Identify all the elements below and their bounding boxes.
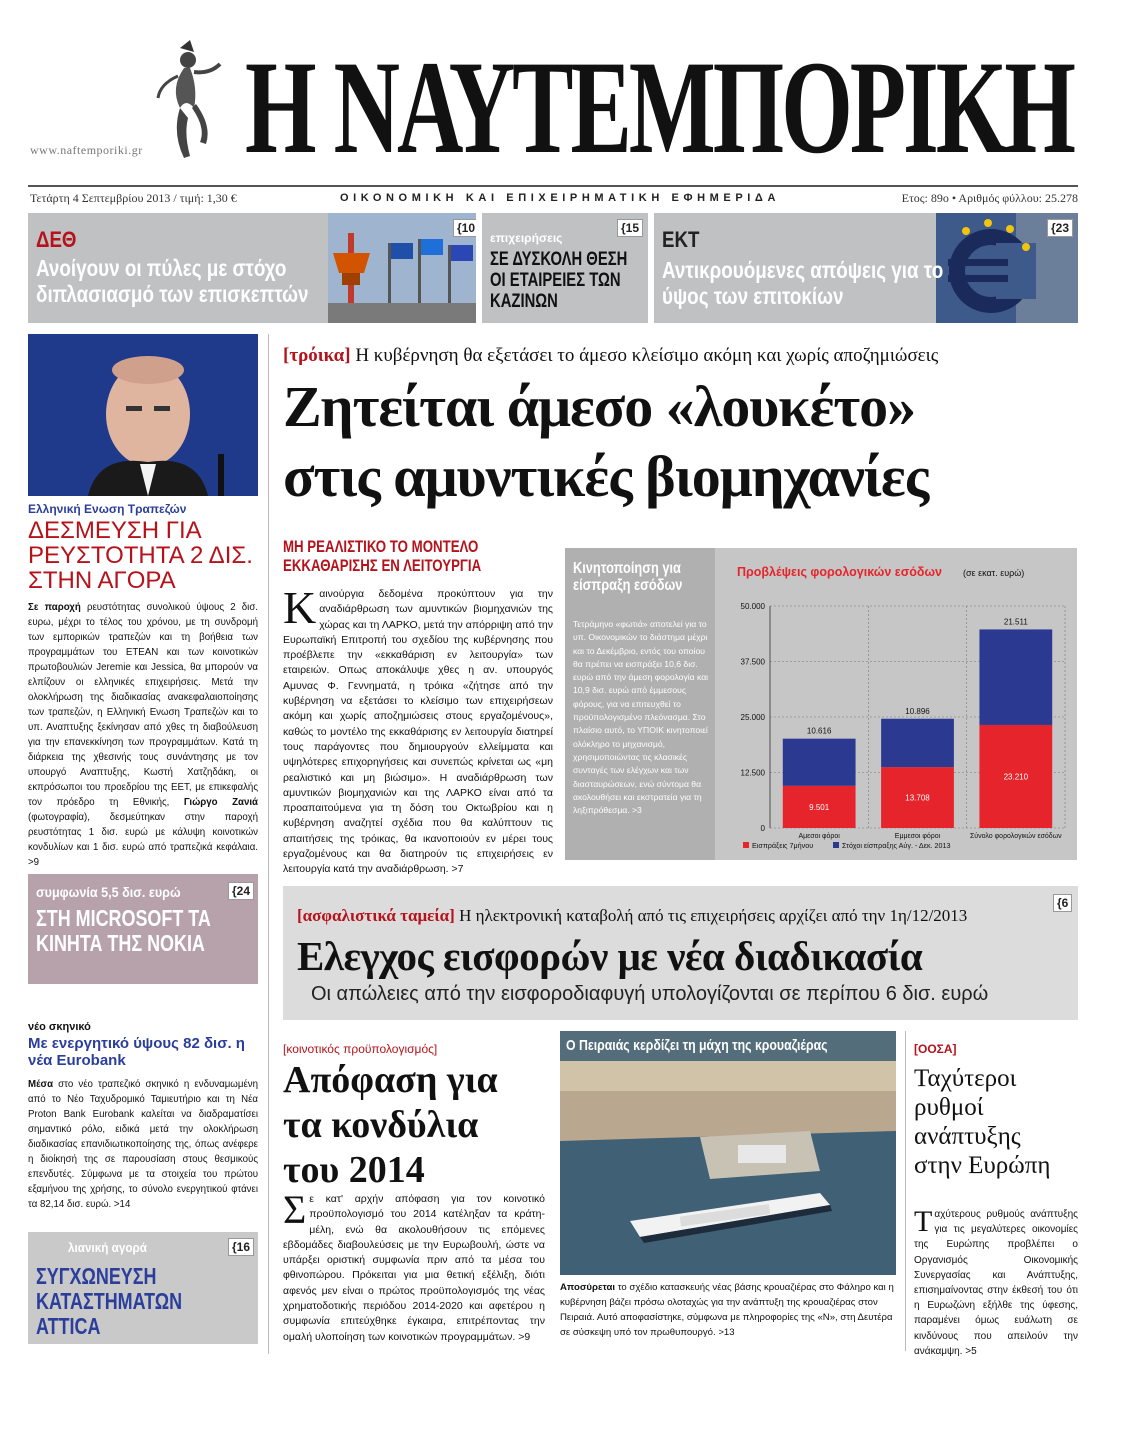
chart-title: Προβλέψεις φορολογικών εσόδων [737, 565, 942, 579]
bar-target [783, 739, 856, 786]
insurance-band [283, 886, 1078, 1020]
teaser-microsoft-label: συμφωνία 5,5 δισ. ευρώ [36, 884, 181, 900]
teaser-ecb-label: ΕΚΤ [662, 227, 700, 252]
banks-label: Ελληνική Ενωση Τραπεζών [28, 502, 187, 516]
main-headline-1: Ζητείται άμεσο «λουκέτο» [283, 374, 916, 439]
bar-value-label: 10.896 [905, 706, 930, 716]
teaser-deth-page[interactable]: {10 [453, 219, 476, 237]
bar-value-label: 13.708 [905, 793, 930, 803]
insurance-kicker [297, 906, 967, 926]
cruise-caption [560, 1280, 896, 1340]
main-kicker-text: Η κυβέρνηση θα εξετάσει το άμεσο κλείσιμο ακόμη και χωρίς αποζημιώσεις [355, 345, 939, 366]
infobox [565, 548, 715, 860]
masthead [0, 0, 1138, 212]
chart-subtitle: (σε εκατ. ευρώ) [963, 568, 1025, 578]
bar-value-label: 21.511 [1003, 617, 1028, 627]
bar-value-label: 23.210 [1003, 772, 1029, 782]
oecd-tag: [ΟΟΣΑ] [914, 1042, 957, 1056]
cruise-headline: Ο Πειραιάς κερδίζει τη μάχη της κρουαζιέρας [566, 1037, 828, 1054]
bar-value-label: 10.616 [806, 726, 832, 736]
legend-label: Εισπράξεις 7μήνου [752, 841, 814, 850]
teaser-microsoft-page[interactable]: {24 [228, 882, 254, 900]
budget-headline: Απόφαση για τα κονδύλια του 2014 [283, 1059, 498, 1191]
tax-revenue-panel [565, 548, 1077, 860]
oecd-body [914, 1207, 1078, 1359]
main-subhead: ΜΗ ΡΕΑΛΙΣΤΙΚΟ ΤΟ ΜΟΝΤΕΛΟ ΕΚΚΑΘΑΡΙΣΗΣ ΕΝ ΛΕΙΤΟΥΡΓΙΑ [283, 537, 482, 575]
banks-headline: ΔΕΣΜΕΥΣΗ ΓΙΑ ΡΕΥΣΤΟΤΗΤΑ 2 ΔΙΣ. ΣΤΗΝ ΑΓΟΡΑ [28, 517, 253, 594]
issue-number: Ετος: 89ο • Αριθμός φύλλου: 25.278 [901, 191, 1078, 205]
infobox-body: Τετράμηνο «φωτιά» αποτελεί για το υπ. Οικονομικών το διάστημα μέχρι και το Δεκέμβριο, εντός του οποίου θα πρέπει να εισπράξει 10,6 δισ. ευρώ από την άμεση φορολογία και 10,9 δισ. ευρώ από έμμεσους φόρους, για να επιτευχθεί το προϋπολογισμένο πλεόνασμα. Στο πλαίσιο αυτό, το ΥΠΟΙΚ κινητοποιεί ολόκληρο το μηχανισμό, χρησιμοποιώντας τις κλασικές συνταγές των ελέγχων και των διασταυρώσεων, ενώ σύντομα θα ακολουθήσει και εκστρατεία για τη ληξιπρόθεσμα. >3 [573, 619, 709, 816]
teaser-attica-page[interactable]: {16 [228, 1238, 254, 1256]
oecd-body-text: αχύτερους ρυθμούς ανάπτυξης για τις μεγαλύτερες οικονομίες της Ευρώπης προβλέπει ο Οργανισμός Οικονομικής Συνεργασίας και Ανάπτυξης, επισημαίνοντας στην έκθεσή του ότι η Ευρωζώνη εξήλθε της ύφεσης, παραμένει όμως ευάλωτη σε κινδύνους που απειλούν την ανάκαμψη. >5 [914, 1209, 1078, 1357]
insurance-kicker-text: Η ηλεκτρονική καταβολή από τις επιχειρήσεις αρχίζει από την 1η/12/2013 [459, 906, 968, 925]
bar-target [979, 629, 1052, 725]
hermes-logo [150, 38, 230, 168]
main-body-text: αινούργια δεδομένα προκύπτουν για την αναδιάρθρωση των αμυντικών βιομηχανιών της χώρας και τη ΛΑΡΚΟ, μετά την απόρριψη από την Ευρωπαϊκή Επιτροπή του σχεδίου της κυβέρνησης που προέβλεπε την «εκκαθάριση εν λειτουργία» των εταιρειών. Οπως αποκάλυψε χθες η αν. υπουργός Αμυνας Φ. Γεννηματά, η τρόικα «ζήτησε από την κυβέρνηση να εξετάσει το κλείσιμο των επιχειρήσεων ακόμη και χωρίς αποζημιώσεις στους εργαζομένους», καθώς το μοντέλο της εκκαθάρισης εν λειτουργία διατηρεί τους παράγοντες που δημιουργούν ελλείμματα και υψηλότερες επιχορηγήσεις και συνεπώς κρίνεται ως «μη ρεαλιστικό και μη βιώσιμο». Η αναδιάρθρωση των αμυντικών βιομηχανιών και της ΛΑΡΚΟ είναι από τα προαπαιτούμενα για τη δόση του Οκτωβρίου και η κυβέρνηση αναζητεί σχέδια που θα καλύπτουν τις απαιτήσεις της τρόικας, θα ικανοποιούν εν μέρει τους εργαζομένους και θα διατηρούν τις επιχειρήσεις εν λειτουργία κατά την αναδιάρθρωση. >7 [283, 588, 553, 876]
teaser-attica[interactable] [28, 1232, 258, 1344]
eurobank-label: νέο σκηνικό [28, 1021, 91, 1033]
eurobank-headline: Με ενεργητικό ύψους 82 δισ. η νέα Eurobank [28, 1035, 245, 1069]
teaser-deth[interactable] [28, 213, 476, 323]
bar-target [881, 719, 954, 767]
teaser-casinos-text: ΣΕ ΔΥΣΚΟΛΗ ΘΕΣΗ ΟΙ ΕΤΑΙΡΕΙΕΣ ΤΩΝ ΚΑΖΙΝΩΝ [490, 249, 628, 312]
main-dropcap: Κ [283, 582, 317, 633]
insurance-tag: [ασφαλιστικά ταμεία] [297, 906, 455, 925]
budget-tag: [κοινοτικός προϋπολογισμός] [283, 1042, 438, 1056]
column-divider [268, 334, 269, 1354]
teaser-ecb-text: Αντικρουόμενες απόψεις για το ύψος των επιτοκίων [662, 257, 944, 309]
insurance-headline: Ελεγχος εισφορών με νέα διαδικασία [297, 933, 923, 979]
teaser-attica-text: ΣΥΓΧΩΝΕΥΣΗ ΚΑΤΑΣΤΗΜΑΤΩΝ ATTICA [36, 1263, 183, 1339]
date-price: Τετάρτη 4 Σεπτεμβρίου 2013 / τιμή: 1,30 € [30, 191, 237, 205]
oecd-dropcap: Τ [914, 1205, 933, 1238]
y-tick-label: 0 [760, 824, 765, 833]
teaser-ecb-page[interactable]: {23 [1047, 219, 1073, 237]
teaser-deth-text: Ανοίγουν οι πύλες με στόχο διπλασιασμό των επισκεπτών [36, 255, 309, 307]
tax-revenue-chart [715, 548, 1077, 860]
cruise-block [560, 1031, 896, 1275]
legend-swatch [743, 842, 749, 848]
teaser-casinos[interactable] [482, 213, 648, 323]
budget-body-text: ε κατ' αρχήν απόφαση για τον κοινοτικό προϋπολογισμό του 2014 κατέληξαν τα κράτη-μέλη, ενώ θα ακολουθήσουν τις επόμενες εβδομάδες διαβουλεύσεις με την Ευρωβουλή, ώστε να υπάρξει οριστική συμφωνία πριν από τα μέσα του φθινοπώρου. Πρόκειται για μια θετική εξέλιξη, διότι αφενός μεν είναι ο πρώτος προϋπολογισμός της νέας χρηματοδοτικής περιόδου 2014-2020 και αφετέρου η συμφωνία επιτεύχθηκε έγκαιρα, επιτρέποντας την ομαλή υλοποίηση των κοινοτικών προγραμμάτων. >9 [283, 1193, 545, 1343]
masthead-title: Η ΝΑΥΤΕΜΠΟΡΙΚΗ [245, 33, 1073, 181]
piraeus-port-photo [560, 1061, 896, 1275]
budget-body [283, 1187, 545, 1345]
website-link[interactable]: www.naftemporiki.gr [30, 143, 143, 157]
x-category-label: Εμμεσοι φόροι [894, 833, 941, 840]
y-tick-label: 25.000 [740, 713, 765, 722]
banks-text: ρευστότητας συνολικού ύψους 2 δισ. ευρω, μέχρι το τέλος του χρόνου, με τη συνδρομή των εμπορικών τραπεζών και τη βοήθεια των προγραμμάτων του ΕΤΕΑΝ και των κοινοτικών πρωτοβουλιών Jeremie και Jessica, θα μπορούν να ελπίζουν οι ελληνικές επιχειρήσεις. Μετά την ολοκλήρωση της διαδικασίας ανακεφαλαιοποίησης των τραπεζών, η Ελληνική Ενωση Τραπεζών και το υπ. Αναπτυξης ξεκίνησαν από χθες τη διαβούλευση για την επανεκκίνηση των προγραμμάτων. Κατά τη διάρκεια της χθεσινής τους συνάντησης με τον υπουργό Αναπτυξης, Κωστή Χατζηδάκη, οι εκπρόσωποι του προεδρίου της ΕΕΤ, με επικεφαλής τον πρόεδρο τη Εθνικής, [28, 602, 258, 808]
legend-label: Στόχοι είσπραξης Αύγ. - Δεκ. 2013 [842, 841, 951, 850]
masthead-rule-top [28, 185, 1078, 187]
banks-bold-name: Γιώργο Ζανιά [183, 797, 258, 808]
main-kicker [283, 345, 938, 367]
y-tick-label: 50.000 [740, 602, 765, 611]
banks-body [28, 600, 258, 870]
teaser-attica-label: λιανική αγορά [68, 1240, 147, 1255]
infobox-title: Κινητοποίηση για είσπραξη εσόδων [573, 560, 683, 594]
teaser-casinos-label: επιχειρήσεις [490, 231, 563, 245]
main-body [283, 582, 553, 878]
x-category-label: Σύνολο φορολογικών εσόδων [969, 833, 1062, 840]
main-headline-2: στις αμυντικές βιομηχανίες [283, 444, 929, 509]
x-category-label: Αμεσοι φόροι [798, 833, 840, 840]
y-tick-label: 12.500 [740, 768, 765, 778]
teaser-ecb[interactable] [654, 213, 1078, 323]
legend-swatch [833, 842, 839, 848]
budget-dropcap: Σ [283, 1187, 307, 1232]
oecd-headline: Ταχύτεροι ρυθμοί ανάπτυξης στην Ευρώπη [914, 1065, 1051, 1179]
banks-lead: Σε παροχή [28, 602, 81, 613]
oecd-divider [905, 1031, 906, 1351]
main-tag: [τρόικα] [283, 345, 351, 366]
tagline: ΟΙΚΟΝΟΜΙΚΗ ΚΑΙ ΕΠΙΧΕΙΡΗΜΑΤΙΚΗ ΕΦΗΜΕΡΙΔΑ [340, 192, 780, 204]
eurobank-body [28, 1077, 258, 1212]
teaser-casinos-page[interactable]: {15 [617, 219, 643, 237]
y-tick-label: 37.500 [740, 657, 765, 667]
teaser-microsoft-text: ΣΤΗ MICROSOFT ΤΑ ΚΙΝΗΤΑ ΤΗΣ NOKIA [36, 905, 211, 956]
teaser-microsoft[interactable] [28, 874, 258, 984]
banks-tail: (φωτογραφία), δεσμεύτηκαν στην παροχή ρευστότητας 1 δισ. ευρώ με κάλυψη κοινοτικών κονδυλίων και 1 δισ. ευρώ από τραπεζικά κεφάλαια. >9 [28, 812, 258, 868]
bar-value-label: 9.501 [809, 802, 830, 812]
teaser-deth-label: ΔΕΘ [36, 227, 77, 252]
insurance-subhead: Οι απώλειες από την εισφοροδιαφυγή υπολογίζονται σε περίπου 6 δισ. ευρώ [311, 983, 989, 1005]
banker-photo [28, 334, 258, 496]
cruise-body: το σχέδιο κατασκευής νέας βάσης κρουαζιέρας στο Φάληρο και η κυβέρνηση βάζει πρόσω ολοταχώς για την ανάπτυξη της κρουαζιέρας στον Πειραιά. Αυτό αποφασίστηκε, σύμφωνα με πληροφορίες της «Ν», στη Δευτέρα σε σύσκεψη υπό τον πρωθυπουργό. >13 [560, 1282, 894, 1338]
cruise-lead: Αποσύρεται [560, 1282, 616, 1293]
eurobank-lead: Μέσα [28, 1079, 54, 1090]
eurobank-text: στο νέο τραπεζικό σκηνικό η ενδυναμωμένη από το Νέο Ταχυδρομικό Ταμιευτήριο και τη Νέα Proton Bank Eurobank καλείται να διαδραματίσει σημαντικό ρόλο, ειδικά μετά την ολοκλήρωση διαδικασίας επανιδιωτικοποίησης της, όπως ανέφερε η διοίκησή της σε παρουσίαση στους θεσμικούς επενδυτές. Σύμφωνα με τα στοιχεία του πρώτου εξαμήνου της χρήσης, το σύνολο ενεργητικού φτάνει τα 82,14 δισ. ευρώ. >14 [28, 1079, 258, 1210]
insurance-page[interactable]: {6 [1053, 894, 1072, 912]
